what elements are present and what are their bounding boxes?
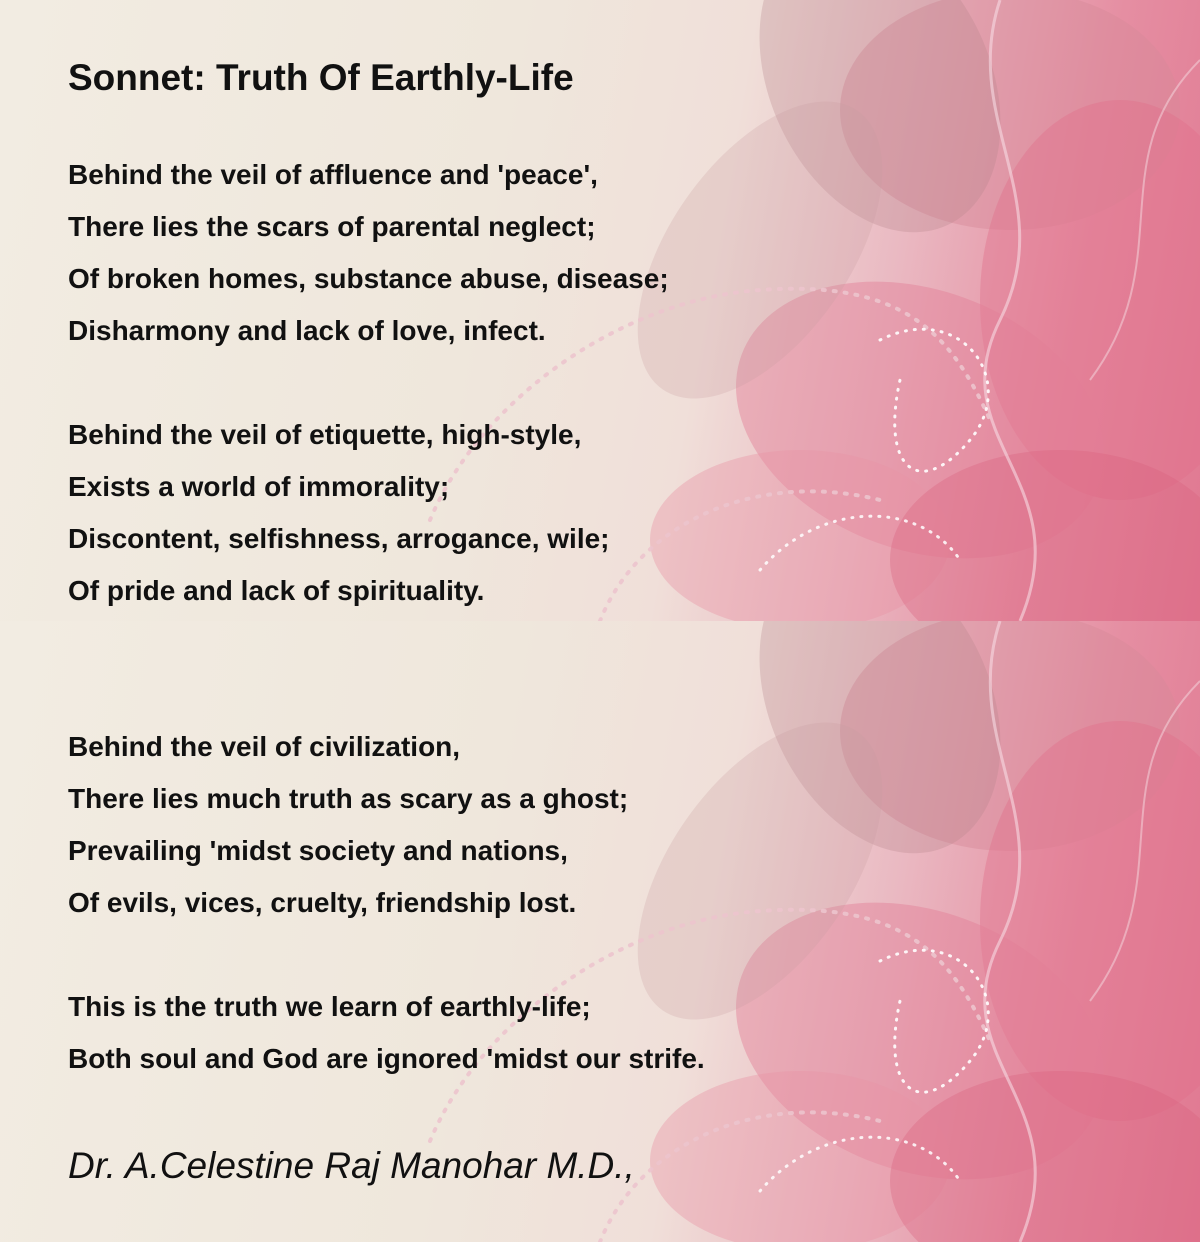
stanza-4 (68, 981, 705, 1085)
poem-line: Of broken homes, substance abuse, disease; (68, 263, 669, 294)
poem-line: Of pride and lack of spirituality. (68, 575, 485, 606)
poem-line: Of evils, vices, cruelty, friendship lost. (68, 887, 577, 918)
poem-title: Sonnet: Truth Of Earthly-Life (68, 57, 574, 98)
poem-line: There lies much truth as scary as a ghost; (68, 783, 629, 814)
poem-line: This is the truth we learn of earthly-life; (68, 991, 591, 1022)
poem-line: There lies the scars of parental neglect; (68, 211, 596, 242)
poem-author: Dr. A.Celestine Raj Manohar M.D., (68, 1145, 635, 1186)
poem-line: Prevailing 'midst society and nations, (68, 835, 568, 866)
stanza-2 (68, 409, 610, 617)
poem-line: Exists a world of immorality; (68, 471, 450, 502)
stanza-1 (68, 149, 669, 357)
stanza-3 (68, 721, 628, 929)
poem-line: Disharmony and lack of love, infect. (68, 315, 546, 346)
poem-line: Behind the veil of civilization, (68, 731, 461, 762)
poem-line: Behind the veil of etiquette, high-style, (68, 419, 582, 450)
poem-line: Behind the veil of affluence and 'peace', (68, 159, 598, 190)
poem-line: Discontent, selfishness, arrogance, wile; (68, 523, 610, 554)
poem-line: Both soul and God are ignored 'midst our strife. (68, 1043, 705, 1074)
